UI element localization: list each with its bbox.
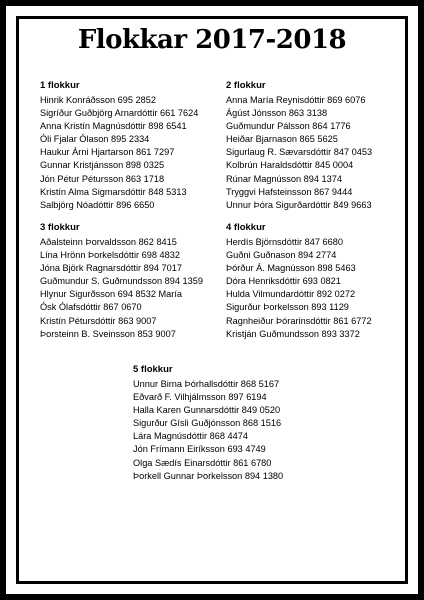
page-title: Flokkar 2017-2018 — [77, 25, 347, 55]
member-entry: Sigurður Gísli Guðjónsson 868 1516 — [133, 418, 282, 429]
member-entry: Hulda Vilmundardóttir 892 0272 — [226, 289, 356, 300]
member-entry: Guðmundur Pálsson 864 1776 — [226, 121, 351, 132]
member-entry: Sigríður Guðbjörg Arnardóttir 661 7624 — [40, 108, 199, 119]
member-entry: Óli Fjalar Ólason 895 2334 — [40, 134, 150, 145]
group-title: 3 flokkur — [40, 222, 80, 233]
group-title: 1 flokkur — [40, 80, 80, 91]
member-entry: Sigurlaug R. Sævarsdóttir 847 0453 — [226, 147, 373, 158]
member-entry: Þorkell Gunnar Þorkelsson 894 1380 — [133, 470, 284, 481]
member-entry: Salbjörg Nóadóttir 896 6650 — [40, 199, 155, 210]
member-entry: Guðmundur S. Guðmundsson 894 1359 — [40, 276, 203, 287]
group-title: 4 flokkur — [226, 222, 266, 233]
member-entry: Unnur Þóra Sigurðardóttir 849 9663 — [226, 199, 372, 210]
group-4 — [226, 222, 372, 341]
member-list — [40, 94, 198, 212]
member-entry: Tryggvi Hafsteinsson 867 9444 — [226, 186, 353, 197]
member-entry: Eðvarð F. Vilhjálmsson 897 6194 — [133, 392, 267, 403]
group-1 — [40, 80, 198, 212]
member-list — [40, 236, 203, 341]
member-entry: Ágúst Jónsson 863 3138 — [226, 108, 328, 119]
member-entry: Jóna Björk Ragnarsdóttir 894 7017 — [40, 263, 182, 274]
member-entry: Jón Pétur Pétursson 863 1718 — [40, 173, 165, 184]
member-entry: Ragnheiður Þórarinsdóttir 861 6772 — [226, 315, 372, 326]
member-entry: Lína Hrönn Þorkelsdóttir 698 4832 — [40, 250, 180, 261]
member-entry: Kristín Pétursdóttir 863 9007 — [40, 315, 157, 326]
member-entry: Þorsteinn B. Sveinsson 853 9007 — [40, 328, 176, 339]
member-entry: Halla Karen Gunnarsdóttir 849 0520 — [133, 405, 281, 416]
group-5 — [133, 364, 283, 483]
member-entry: Aðalsteinn Þorvaldsson 862 8415 — [40, 237, 177, 247]
member-entry: Jón Frímann Eiríksson 693 4749 — [133, 444, 266, 455]
member-list — [226, 236, 372, 341]
group-title: 2 flokkur — [226, 80, 266, 91]
member-entry: Þórður Á. Magnússon 898 5463 — [226, 263, 356, 274]
member-entry: Lára Magnúsdóttir 868 4474 — [133, 431, 248, 442]
group-2 — [226, 80, 372, 212]
member-list — [226, 94, 372, 212]
member-list — [133, 378, 283, 483]
member-entry: Gunnar Kristjánsson 898 0325 — [40, 160, 165, 171]
group-3 — [40, 222, 203, 341]
member-entry: Guðni Guðnason 894 2774 — [226, 250, 337, 261]
member-entry: Anna Kristín Magnúsdóttir 898 6541 — [40, 121, 187, 132]
member-entry: Kristján Guðmundsson 893 3372 — [226, 328, 360, 339]
member-entry: Heiðar Bjarnason 865 5625 — [226, 134, 338, 145]
member-entry: Kristín Alma Sigmarsdóttir 848 5313 — [40, 186, 187, 197]
member-entry: Kolbrún Haraldsdóttir 845 0004 — [226, 160, 354, 171]
group-title: 5 flokkur — [133, 364, 173, 375]
member-entry: Anna María Reynisdóttir 869 6076 — [226, 95, 366, 105]
member-entry: Hinrik Konráðsson 695 2852 — [40, 95, 156, 105]
member-entry: Haukur Árni Hjartarson 861 7297 — [40, 147, 175, 158]
member-entry: Rúnar Magnússon 894 1374 — [226, 173, 342, 184]
member-entry: Olga Sædís Einarsdóttir 861 6780 — [133, 457, 272, 468]
member-entry: Hlynur Sigurðsson 694 8532 María — [40, 289, 182, 300]
member-entry: Herdís Björnsdóttir 847 6680 — [226, 237, 343, 247]
member-entry: Dóra Henriksdóttir 693 0821 — [226, 276, 341, 287]
member-entry: Unnur Birna Þórhallsdóttir 868 5167 — [133, 379, 280, 389]
member-entry: Sigurður Þorkelsson 893 1129 — [226, 302, 349, 313]
member-entry: Ósk Ólafsdóttir 867 0670 — [40, 302, 142, 313]
